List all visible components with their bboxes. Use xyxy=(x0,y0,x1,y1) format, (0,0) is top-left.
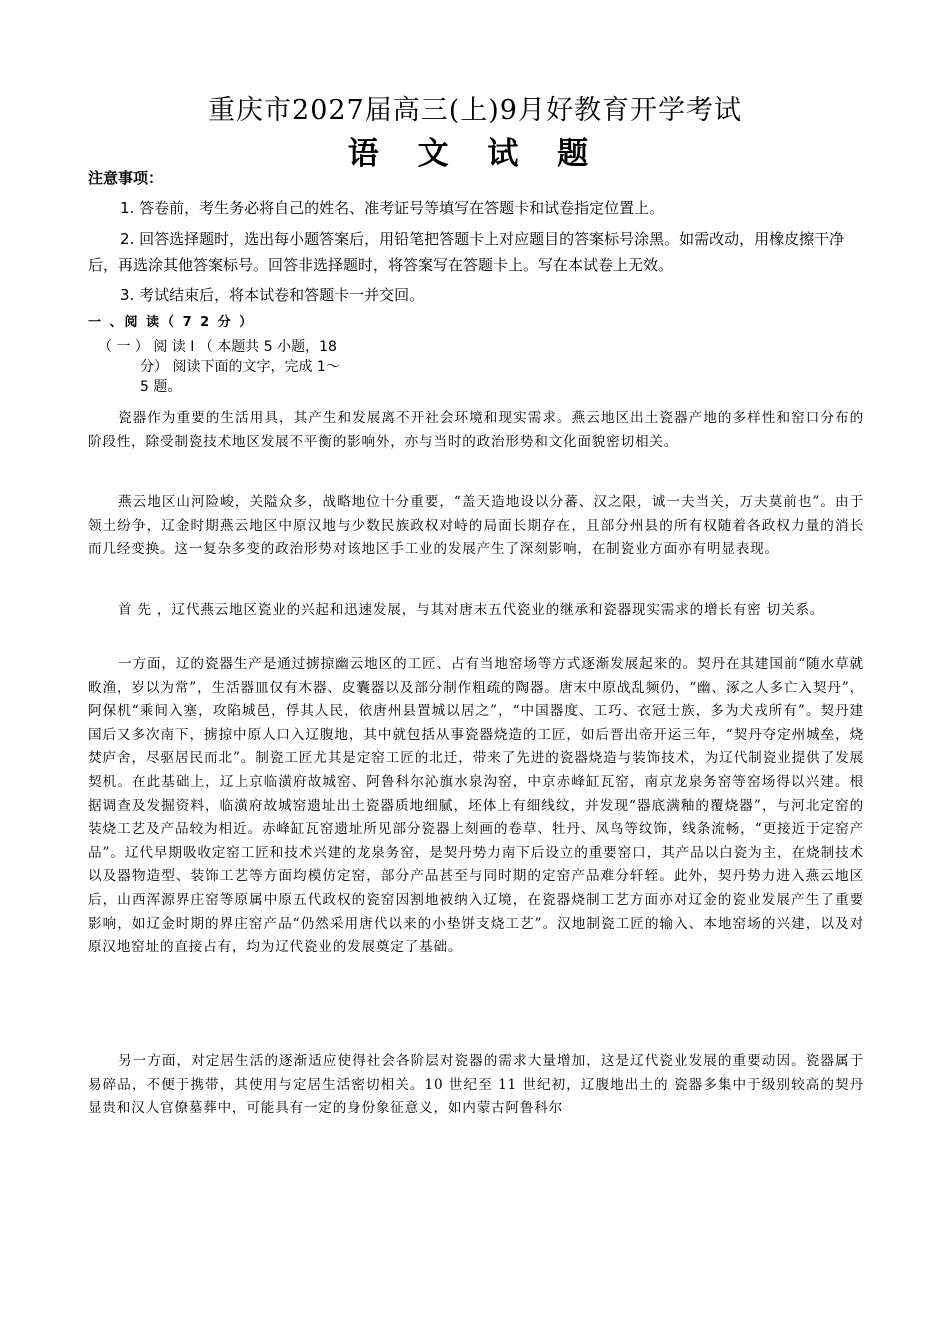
notice-item: 3. 考试结束后，将本试卷和答题卡一并交回。 xyxy=(120,286,425,304)
notice-item: 2. 回答选择题时，选出每小题答案后，用铅笔把答题卡上对应题目的答案标号涂黑。如需改动，用橡皮擦干净后，再选涂其他答案标号。回答非选择题时，将答案写在答题卡上。写在本试卷上无效。 xyxy=(88,230,845,274)
subsection-line: （ 一 ） 阅 读 I （ 本题共 5 小题，18 xyxy=(98,339,337,355)
subsection-line: 5 题。 xyxy=(140,379,182,395)
exam-title: 重庆市2027届高三(上)9月好教育开学考试 xyxy=(208,95,742,126)
body-paragraph: 首 先 ，辽代燕云地区瓷业的兴起和迅速发展，与其对唐末五代瓷业的继承和瓷器现实需求的增长有密 切关系。 xyxy=(118,602,825,618)
section-heading: 一 、阅 读（ 7 2 分 ） xyxy=(88,315,255,330)
body-paragraph: 燕云地区山河险峻，关隘众多，战略地位十分重要，“盖天造地设以分蕃、汉之限，诚一夫当关，万夫莫前也”。由于领土纷争，辽金时期燕云地区中原汉地与少数民族政权对峙的局面长期存在，且部分州县的所有权随着各政权力量的消长而几经变换。这一复杂多变的政治形势对该地区手工业的发展产生了深刻影响，在制瓷业方面亦有明显表现。 xyxy=(88,494,864,558)
body-paragraph: 瓷器作为重要的生活用具，其产生和发展离不开社会环境和现实需求。燕云地区出土瓷器产地的多样性和窑口分布的阶段性，除受制瓷技术地区发展不平衡的影响外，亦与当时的政治形势和文化面貌密切相关。 xyxy=(88,410,864,450)
subsection-line: 分） 阅读下面的文字，完成 1～ xyxy=(140,359,340,375)
notice-heading: 注意事项： xyxy=(88,169,164,187)
notice-item: 1. 答卷前，考生务必将自己的姓名、准考证号等填写在答题卡和试卷指定位置上。 xyxy=(120,199,665,217)
subsection-heading xyxy=(98,337,398,397)
exam-subject-title: 语 文 试 题 xyxy=(347,136,603,172)
body-paragraph: 另一方面，对定居生活的逐渐适应使得社会各阶层对瓷器的需求大量增加，这是辽代瓷业发展的重要动因。瓷器属于易碎品，不便于携带，其使用与定居生活密切相关。10 世纪至 11 世纪初，辽腹地出土的 瓷器多集中于级别较高的契丹显贵和汉人官僚墓葬中，可能具有一定的身份象征意义，如内蒙古阿鲁科尔 xyxy=(88,1053,864,1117)
body-paragraph: 一方面，辽的瓷器生产是通过掳掠幽云地区的工匠、占有当地窑场等方式逐渐发展起来的。契丹在其建国前“随水草就畋渔，岁以为常”，生活器皿仅有木器、皮囊器以及部分制作粗疏的陶器。唐末中原战乱频仍，“幽、涿之人多亡入契丹”，阿保机“乘间入塞，攻陷城邑，俘其人民，依唐州县置城以居之”，“中国器度、工巧、衣冠士族，多为犬戎所有”。契丹建国后又多次南下，掳掠中原人口入辽腹地，其中就包括从事瓷器烧造的工匠，如后晋出帝开运三年，“契丹夺定州城垒，烧焚庐舍，尽驱居民而北”。制瓷工匠尤其是定窑工匠的北迁，带来了先进的瓷器烧造与装饰技术，为辽代制瓷业提供了发展契机。在此基础上，辽上京临潢府故城窑、阿鲁科尔沁旗水泉沟窑，中京赤峰缸瓦窑，南京龙泉务窑等窑场得以兴建。根据调查及发掘资料，临潢府故城窑遗址出土瓷器质地细腻，坯体上有细线纹，并发现“器底满釉的覆烧器”，与河北定窑的装烧工艺及产品较为相近。赤峰缸瓦窑遗址所见部分瓷器上刻画的卷草、牡丹、凤鸟等纹饰，线条流畅，“更接近于定窑产品”。辽代早期吸收定窑工匠和技术兴建的龙泉务窑，是契丹势力南下后设立的重要窑口，其产品以白瓷为主，在烧制技术以及器物造型、装饰工艺等方面均模仿定窑，部分产品甚至与同时期的定窑产品难分轩轾。此外，契丹势力进入燕云地区后，山西浑源界庄窑等原属中原五代政权的瓷窑因割地被纳入辽境，在瓷器烧制工艺方面亦对辽金的瓷业发展产生了重要影响，如辽金时期的界庄窑产品“仍然采用唐代以来的小垫饼支烧工艺”。汉地制瓷工匠的输入、本地窑场的兴建，以及对原汉地窑址的直接占有，均为辽代瓷业的发展奠定了基础。 xyxy=(88,656,864,956)
